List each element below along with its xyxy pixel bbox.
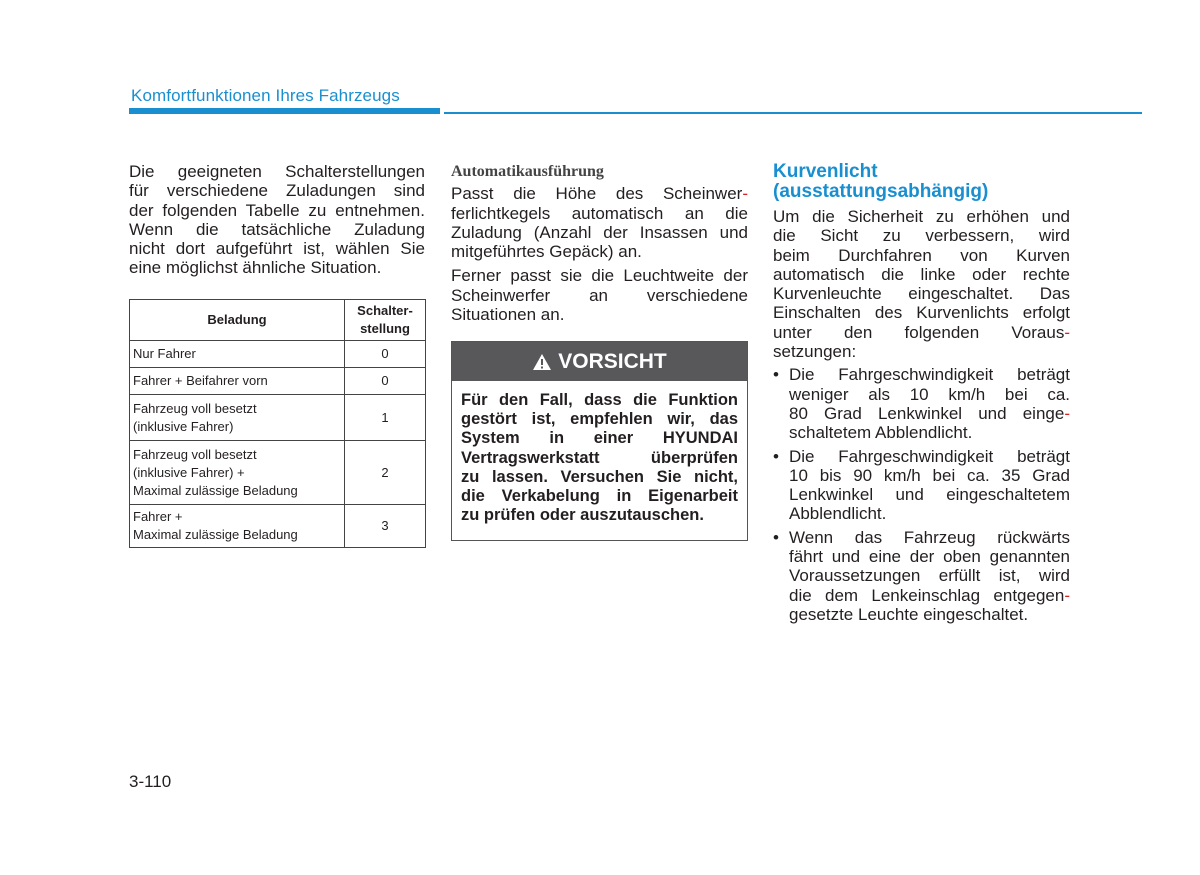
section-heading <box>773 162 1070 202</box>
bullet-icon: • <box>773 446 779 466</box>
text-line: unter den folgenden Voraus- <box>773 322 1070 342</box>
load-cell <box>130 395 345 441</box>
text-line: mitgeführtes Gepäck) an. <box>451 242 642 262</box>
load-line: Fahrzeug voll besetzt <box>133 400 257 416</box>
text-line: fährt und eine der oben genannten <box>789 547 1070 567</box>
text-line: Um die Sicherheit zu erhöhen und <box>773 207 1070 226</box>
load-cell <box>130 341 345 368</box>
text-line: Die geeigneten Schalterstellungen <box>129 162 425 181</box>
text-line: gesetzte Leuchte eingeschaltet. <box>789 604 1029 624</box>
load-line: Fahrer + <box>133 509 183 524</box>
subtitle: Automatikausführung <box>451 163 604 180</box>
text-line: schaltetem Abblendlicht. <box>789 423 973 443</box>
table-row <box>130 368 426 395</box>
load-line: (inklusive Fahrer) + <box>133 464 245 480</box>
text-line: die Verkabelung in Eigenarbeit <box>461 487 738 506</box>
text-line: Lenkwinkel und eingeschaltetem <box>789 485 1070 505</box>
bullet-item <box>773 528 1070 624</box>
header-position-2: stellung <box>360 321 410 336</box>
load-line: Maximal zulässige Beladung <box>133 527 298 542</box>
position-cell: 0 <box>345 341 426 368</box>
text-line: Für den Fall, dass die Funktion <box>461 391 738 409</box>
header-rule <box>444 112 1142 114</box>
text-line: zu prüfen oder auszutauschen. <box>461 506 704 525</box>
table-row <box>130 395 426 441</box>
text-line: eine möglichst ähnliche Situation. <box>129 258 382 278</box>
bullet-icon: • <box>773 365 779 385</box>
text-line: Wenn die tatsächliche Zuladung <box>129 219 425 239</box>
header-load: Beladung <box>130 300 345 341</box>
text-line: Die Fahrgeschwindigkeit beträgt <box>789 365 1070 385</box>
text-line: Scheinwerfer an verschiedene <box>451 285 748 305</box>
bullet-item <box>773 365 1070 442</box>
text-line: beim Durchfahren von Kurven <box>773 245 1070 265</box>
header-bar <box>129 108 440 114</box>
text-line: Ferner passt sie die Leuchtweite der <box>451 266 748 286</box>
text-line: Kurvenleuchte eingeschaltet. Das <box>773 284 1070 304</box>
caution-box <box>451 341 748 541</box>
position-cell: 2 <box>345 441 426 505</box>
text-line: weniger als 10 km/h bei ca. <box>789 384 1070 404</box>
load-line: (inklusive Fahrer) <box>133 418 234 434</box>
load-line: Nur Fahrer <box>133 346 196 361</box>
heading-line: Kurvenlicht <box>773 161 878 182</box>
text-line: Einschalten des Kurvenlichts erfolgt <box>773 303 1070 323</box>
page-number: 3-110 <box>129 772 172 791</box>
text-line: Vertragswerkstatt überprüfen <box>461 448 738 467</box>
caution-header <box>452 342 747 381</box>
auto-section <box>451 162 748 324</box>
text-line: die Sicht zu verbessern, wird <box>773 226 1070 246</box>
text-line: 80 Grad Lenkwinkel und einge- <box>789 403 1070 423</box>
text-line: ferlichtkegels automatisch an die <box>451 203 748 223</box>
header-position <box>345 300 426 341</box>
load-line: Fahrzeug voll besetzt <box>133 446 257 462</box>
text-line: Die Fahrgeschwindigkeit beträgt <box>789 446 1070 466</box>
text-line: der folgenden Tabelle zu entnehmen. <box>129 200 425 220</box>
position-cell: 1 <box>345 395 426 441</box>
cornering-section <box>773 162 1070 624</box>
text-line: Abblendlicht. <box>789 504 887 524</box>
text-line: Wenn das Fahrzeug rückwärts <box>789 527 1070 547</box>
intro-paragraph <box>129 162 425 278</box>
header-position-1: Schalter- <box>357 303 413 318</box>
text-line: System in einer HYUNDAI <box>461 429 738 448</box>
text-line: zu lassen. Versuchen Sie nicht, <box>461 467 738 486</box>
heading-line: (ausstattungsabhängig) <box>773 181 989 202</box>
table-row <box>130 505 426 548</box>
text-line: automatisch die linke oder rechte <box>773 264 1070 284</box>
text-line: Situationen an. <box>451 305 565 325</box>
section-header: Komfortfunktionen Ihres Fahrzeugs <box>131 86 400 105</box>
load-line: Fahrer + Beifahrer vorn <box>133 373 268 388</box>
caution-body <box>452 381 747 525</box>
text-line: für verschiedene Zuladungen sind <box>129 181 425 201</box>
text-line: setzungen: <box>773 342 857 362</box>
table-row <box>130 441 426 505</box>
bullet-icon: • <box>773 527 779 547</box>
text-line: 10 bis 90 km/h bei ca. 35 Grad <box>789 465 1070 485</box>
text-line: die dem Lenkeinschlag entgegen- <box>789 585 1070 605</box>
position-cell: 0 <box>345 368 426 395</box>
text-line: nicht dort aufgeführt ist, wählen Sie <box>129 239 425 259</box>
bullet-item <box>773 447 1070 524</box>
text-line: Voraussetzungen erfüllt ist, wird <box>789 566 1070 586</box>
caution-title: VORSICHT <box>558 349 667 373</box>
text-line: Zuladung (Anzahl der Insassen und <box>451 222 748 242</box>
text-line: gestört ist, empfehlen wir, das <box>461 410 738 429</box>
position-cell: 3 <box>345 505 426 548</box>
load-cell <box>130 368 345 395</box>
text-line: Passt die Höhe des Scheinwer- <box>451 184 748 204</box>
warning-icon <box>532 353 552 371</box>
load-cell <box>130 505 345 548</box>
table-row <box>130 341 426 368</box>
load-line: Maximal zulässige Beladung <box>133 482 298 498</box>
load-cell <box>130 441 345 505</box>
load-table <box>129 299 426 548</box>
